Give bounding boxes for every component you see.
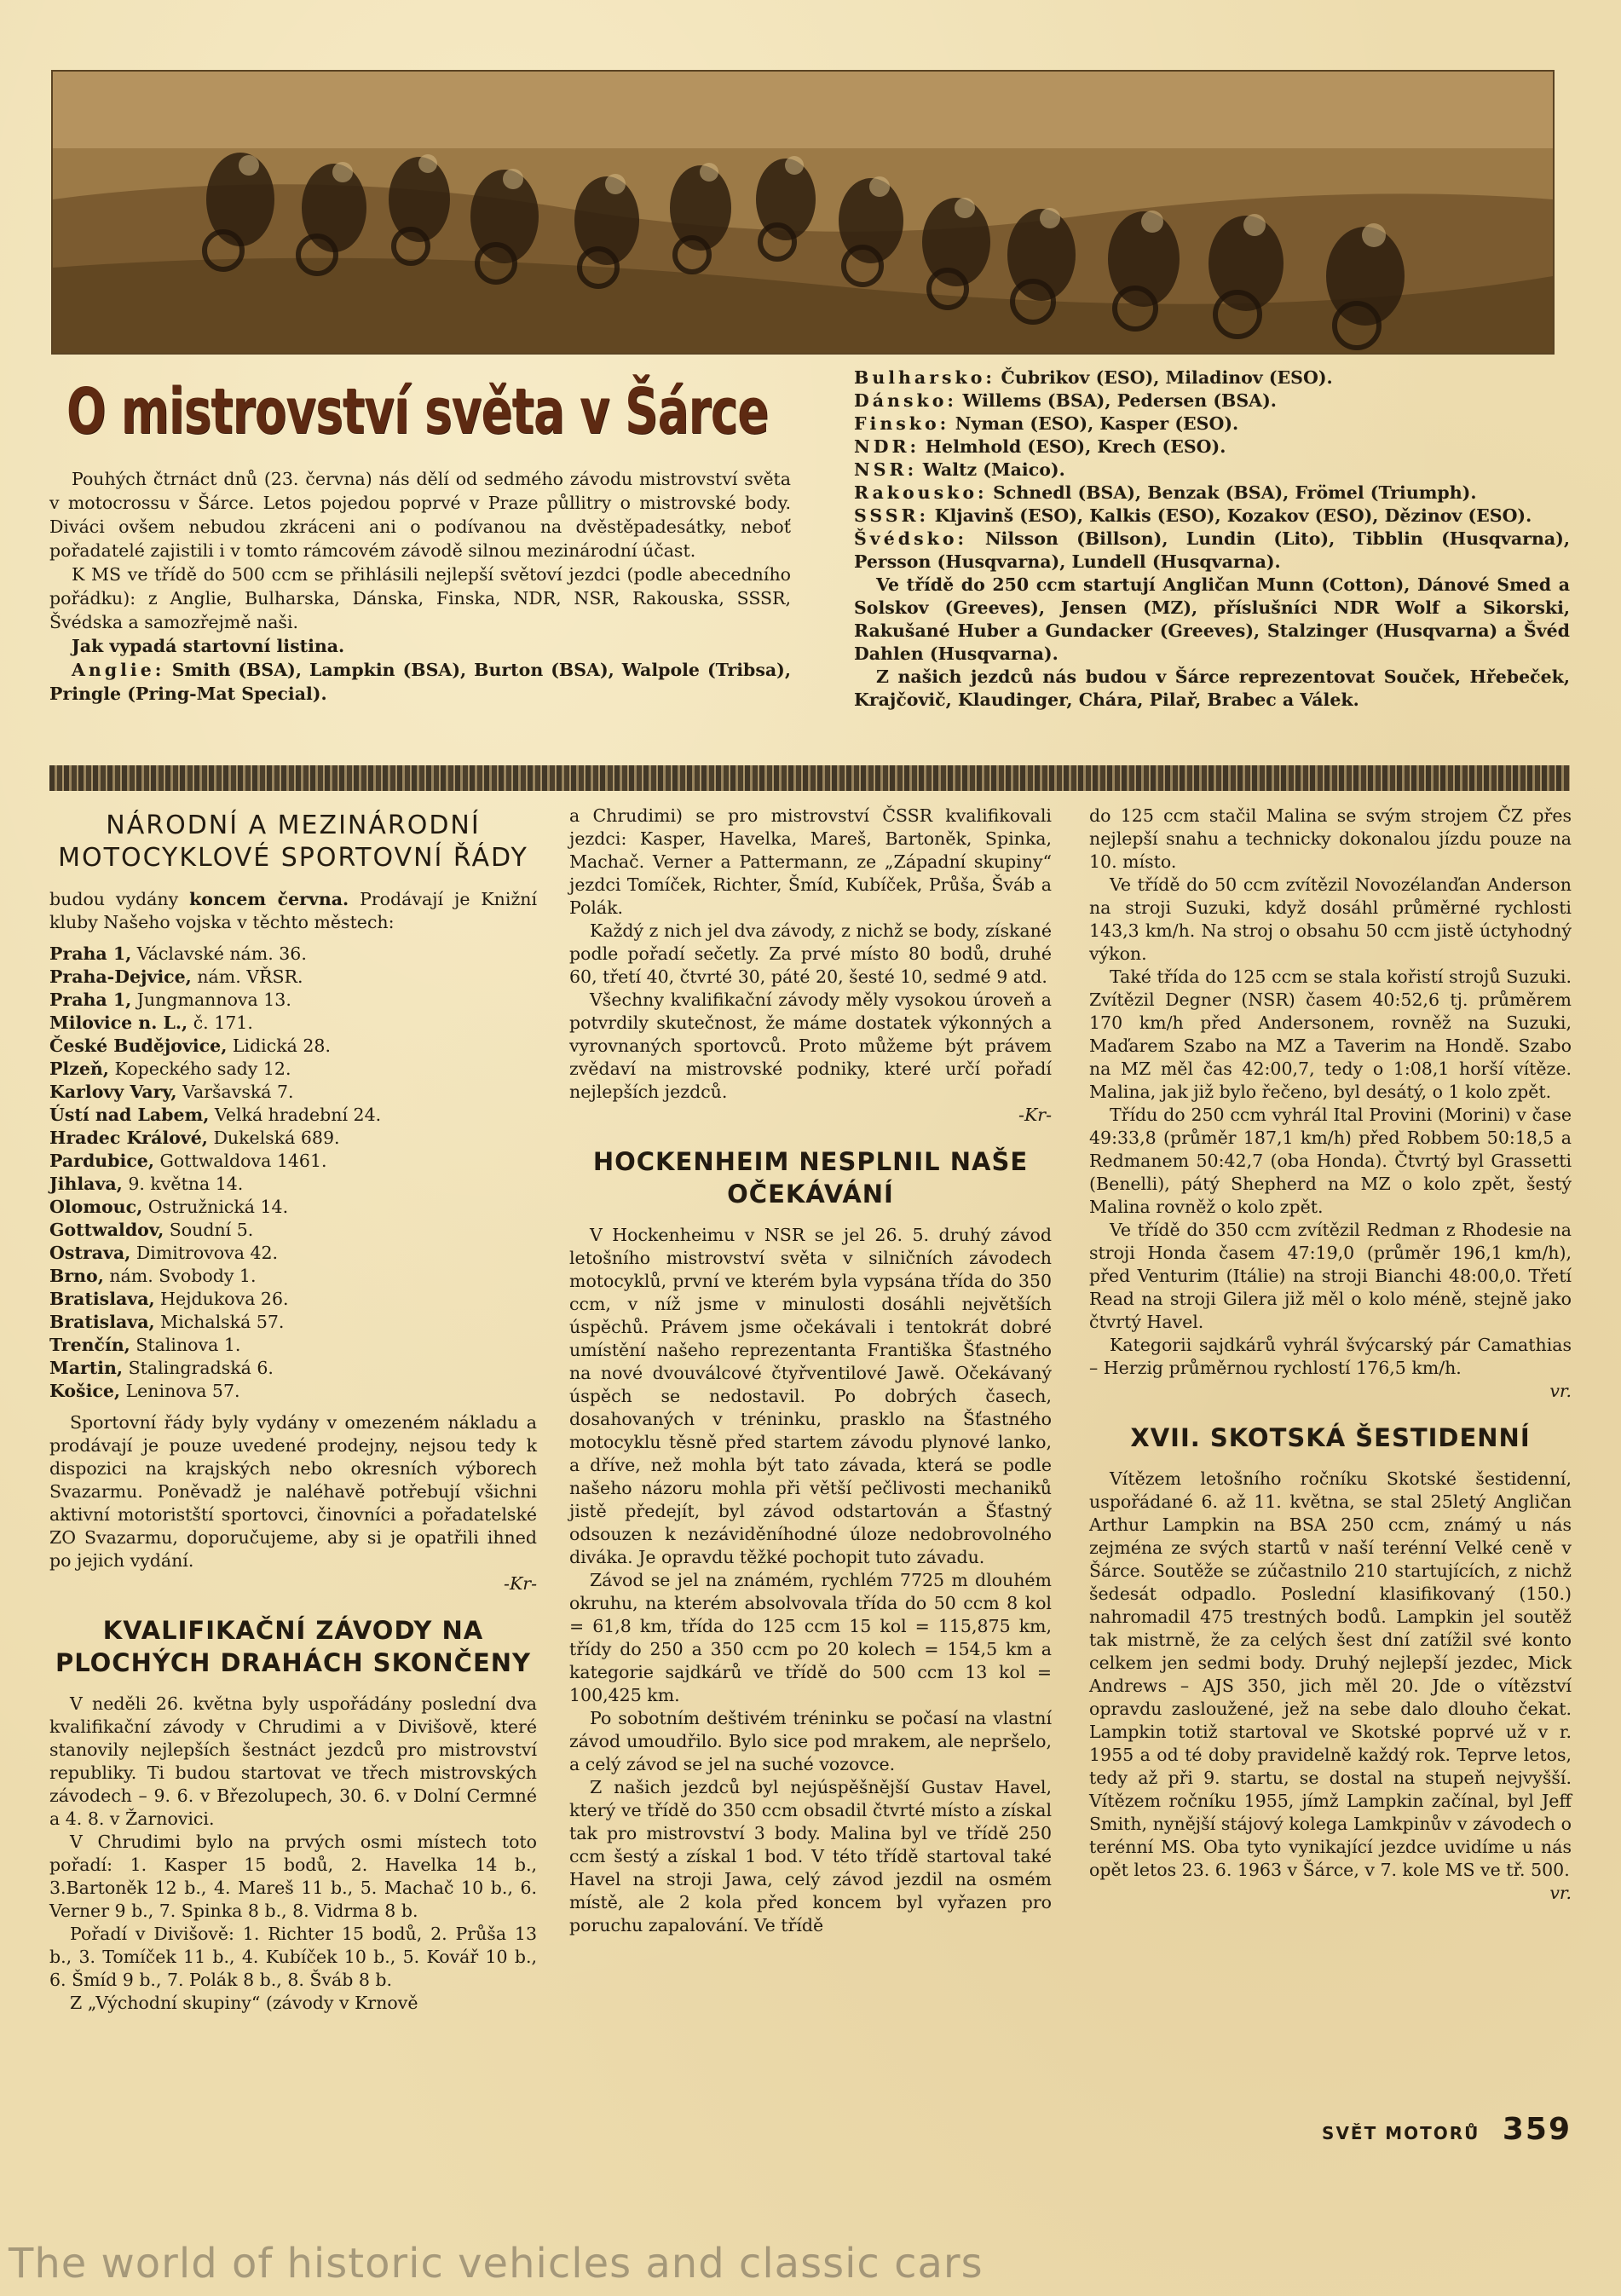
- address-street: Gottwaldova 1461.: [159, 1151, 327, 1171]
- address-street: Leninova 57.: [125, 1381, 240, 1401]
- rady-intro-a: budou vydány: [49, 889, 190, 909]
- heading-skotska: XVII. SKOTSKÁ ŠESTIDENNÍ: [1130, 1423, 1531, 1452]
- address-street: Michalská 57.: [160, 1312, 285, 1332]
- address-item: [49, 966, 537, 989]
- entry-country: Dánsko:: [854, 390, 957, 411]
- address-item: [49, 1265, 537, 1288]
- address-street: 9. května 14.: [128, 1174, 244, 1194]
- entry-bulharsko: [854, 366, 1570, 389]
- address-item: [49, 1196, 537, 1219]
- address-item: [49, 1380, 537, 1403]
- address-item: [49, 1012, 537, 1035]
- paragraph-250ccm: [854, 574, 1570, 666]
- address-item: [49, 1058, 537, 1081]
- address-city: České Budějovice,: [49, 1036, 228, 1056]
- intro-paragraph-3: Jak vypadá startovní listina.: [72, 636, 345, 656]
- entry-riders: Nyman (ESO), Kasper (ESO).: [955, 413, 1239, 434]
- author-signature: vr.: [1549, 1381, 1572, 1401]
- address-city: Gottwaldov,: [49, 1220, 164, 1240]
- watermark-text: The world of historic vehicles and classic cars: [9, 2240, 984, 2287]
- address-item: [49, 1150, 537, 1173]
- kval-paragraph-6: Všechny kvalifikační závody měly vysokou úroveň a potvrdily skutečnost, že máme dostatek výkonných a vyrovnaných sportovců. Proto můžeme být právem zvědaví na mistrovské podniky, které určí pořadí nejlepších jezdců.: [569, 989, 1052, 1102]
- motocross-photo: [51, 70, 1555, 355]
- hock-paragraph-4: Z našich jezdců byl nejúspěšnější Gustav Havel, který ve třídě do 350 ccm obsadil čtvrté místo a získal tak pro mistrovství 3 body. Malina byl ve třídě 250 ccm šestý a získal 1 bod. V této třídě startoval také Havel na stroji Jawa, celý závod jezdil na osmém místě, ale 2 kola před koncem byl vyřazen pro poruchu zapalování. Ve třídě: [569, 1777, 1052, 1935]
- rady-intro-c: Prodávají je Knižní kluby Našeho vojska v těchto městech:: [49, 889, 538, 932]
- hock-paragraph-3: Po sobotním deštivém tréninku se počasí na vlastní závod umoudřilo. Bylo sice pod mrakem, ale nepršelo, a celý závod se jel na suché vozovce.: [569, 1708, 1052, 1774]
- address-street: Hejdukova 26.: [160, 1289, 289, 1309]
- address-item: [49, 1288, 537, 1311]
- column-1: [49, 805, 537, 2015]
- author-signature: -Kr-: [504, 1573, 537, 1594]
- address-city: Bratislava,: [49, 1312, 155, 1332]
- rady-intro-b: koncem června.: [189, 889, 349, 909]
- address-street: Dukelská 689.: [213, 1128, 340, 1148]
- hock-continued: do 125 ccm stačil Malina se svým strojem ČZ přes nejlepší snahu a technicky dokonalou jízdu pouze na 10. místo.: [1089, 805, 1572, 872]
- address-street: Stalingradská 6.: [128, 1358, 274, 1378]
- entry-rakousko: [854, 482, 1570, 505]
- entry-country: Anglie:: [72, 660, 165, 680]
- address-item: [49, 1219, 537, 1242]
- paragraph-our-riders: [854, 666, 1570, 712]
- skot-paragraph-1: Vítězem letošního ročníku Skotské šestidenní, uspořádané 6. až 11. května, se stal 25letý Angličan Arthur Lampkin na BSA 250 ccm, známý u nás zejména ze svých startů v naší terénní Velké ceně v Šárce. Soutěže se zúčastnilo 210 startujících, z nichž šedesát odpadlo. Poslední klasifikovaný (150.) nahromadil 475 trestných bodů. Lampkin jel soutěž tak mistrně, že za celých šest dní zatížil své konto celkem jen sedmi body. Druhý nejlepší jezdec, Mick Andrews – AJS 350, jich měl 20. Jde o vítězství opravdu zasloužené, jež na sebe dalo dlouho čekat. Lampkin totiž startoval ve Skotské poprvé už v r. 1955 a od té doby pravidelně každý rok. Teprve letos, tedy až při 9. startu, se dostal na stupeň nejvyšší. Vítězem ročníku 1955, jímž Lampkin začínal, byl Jeff Smith, nynější stájový kolega Lamkpinův v závodech o terénní MS. Oba tyto vynikající jezdce uvidíme u nás opět letos 23. 6. 1963 v Šárce, v 7. kole MS ve tř. 500.: [1089, 1468, 1572, 1880]
- address-city: Praha 1,: [49, 989, 132, 1010]
- address-item: [49, 1104, 537, 1127]
- address-city: Trenčín,: [49, 1335, 130, 1355]
- entry-country: Bulharsko:: [854, 367, 995, 388]
- address-street: Varšavská 7.: [182, 1082, 294, 1102]
- address-city: Plzeň,: [49, 1059, 109, 1079]
- kval-paragraph-1: V neděli 26. května byly uspořádány poslední dva kvalifikační závody v Chrudimi a v Divišově, které stanovily nejlepších šestnáct jezdců pro mistrovství republiky. Ti budou startovat ve třech mistrovských závodech – 9. 6. v Březolupech, 30. 6. v Dolní Cermné a 4. 8. v Žarnovici.: [49, 1693, 537, 1829]
- entry-riders: Willems (BSA), Pedersen (BSA).: [962, 390, 1277, 411]
- address-street: nám. Svobody 1.: [109, 1266, 257, 1286]
- paragraph-our-riders-text: Z našich jezdců nás budou v Šárce reprezentovat Souček, Hřebeček, Krajčovič, Klaudinger, Chára, Pilař, Brabec a Válek.: [854, 666, 1570, 710]
- section-divider: [49, 765, 1570, 791]
- intro-paragraph-2: K MS ve třídě do 500 ccm se přihlásili nejlepší světoví jezdci (podle abecedního pořádku): z Anglie, Bulharska, Dánska, Finska, NDR, NSR, Rakouska, SSSR, Švédska a samozřejmě naši.: [49, 564, 791, 632]
- address-city: Martin,: [49, 1358, 124, 1378]
- address-street: Lidická 28.: [232, 1036, 331, 1056]
- column-3: [1089, 805, 1572, 1905]
- address-street: Soudní 5.: [169, 1220, 254, 1240]
- address-city: Praha-Dejvice,: [49, 966, 192, 987]
- entry-riders: Helmhold (ESO), Krech (ESO).: [925, 436, 1226, 457]
- address-street: Stalinova 1.: [136, 1335, 241, 1355]
- entry-country: SSSR:: [854, 505, 930, 526]
- heading-kvalifikacni: KVALIFIKAČNÍ ZÁVODY NA PLOCHÝCH DRAHÁCH SKONČENY: [55, 1616, 532, 1677]
- address-street: Ostružnická 14.: [147, 1197, 289, 1217]
- entry-riders: Waltz (Maico).: [922, 459, 1065, 480]
- address-item: [49, 1311, 537, 1334]
- heading-hockenheim: HOCKENHEIM NESPLNIL NAŠE OČEKÁVÁNÍ: [592, 1147, 1029, 1209]
- address-city: Bratislava,: [49, 1289, 155, 1309]
- kval-paragraph-4: Z „Východní skupiny“ (závody v Krnově: [70, 1993, 418, 2013]
- entry-riders: Nilsson (Billson), Lundin (Lito), Tibblin (Husqvarna), Persson (Husqvarna), Lundell (Husqvarna).: [854, 528, 1570, 572]
- address-item: [49, 1334, 537, 1357]
- address-street: Jungmannova 13.: [136, 989, 291, 1010]
- entry-country: Švédsko:: [854, 528, 968, 549]
- hock-paragraph-9: Kategorii sajdkárů vyhrál švýcarský pár Camathias – Herzig průměrnou rychlostí 176,5 km/h.: [1089, 1335, 1572, 1378]
- kval-continued: a Chrudimi) se pro mistrovství ČSSR kvalifikovali jezdci: Kasper, Havelka, Mareš, Bartoněk, Spinka, Machač. Verner a Pattermann, ze „Západní skupiny“ jezdci Tomíček, Richter, Šmíd, Kubíček, Průša, Šváb a Polák.: [569, 805, 1052, 918]
- page-number: 359: [1502, 2112, 1572, 2147]
- entry-riders: Smith (BSA), Lampkin (BSA), Burton (BSA), Walpole (Tribsa), Pringle (Pring-Mat Special).: [49, 660, 791, 704]
- address-street: nám. VŘSR.: [197, 966, 303, 987]
- entry-nsr: [854, 459, 1570, 482]
- entry-sssr: [854, 505, 1570, 528]
- address-city: Pardubice,: [49, 1151, 154, 1171]
- address-city: Praha 1,: [49, 943, 132, 964]
- entry-country: Rakousko:: [854, 482, 988, 503]
- hock-paragraph-1: V Hockenheimu v NSR se jel 26. 5. druhý závod letošního mistrovství světa v silničních závodech motocyklů, první ve kterém byla vypsána třída do 350 ccm, v níž jsme v minulosti dosáhli největších úspěchů. Právem jsme očekávali i tentokrát dobré umístění našeho reprezentanta Františka Šťastného na nové dvouválcové čtyřventilové Jawě. Očekávaný úspěch se nedostavil. Po dobrých časech, dosahovaných v tréninku, prasklo na Šťastného motocyklu těsně před startem závodu plynové lanko, a dříve, než mohla být tato závada, která se podle našeho názoru mohla při větší pečlivosti mechaniků jistě předejít, byl závod odstartován a Šťastný odsouzen k nezáviděníhodné úloze nedobrovolného diváka. Je opravdu těžké pochopit tuto závadu.: [569, 1225, 1052, 1567]
- address-city: Hradec Králové,: [49, 1128, 208, 1148]
- author-signature: -Kr-: [1018, 1105, 1052, 1125]
- heading-rady: NÁRODNÍ A MEZINÁRODNÍ MOTOCYKLOVÉ SPORTOVNÍ ŘÁDY: [58, 811, 528, 873]
- address-item: [49, 1081, 537, 1104]
- kval-paragraph-2: V Chrudimi bylo na prvých osmi místech toto pořadí: 1. Kasper 15 bodů, 2. Havelka 14 b., 3.Bartoněk 12 b., 4. Mareš 11 b., 5. Machač 10 b., 6. Verner 9 b., 7. Spinka 8 b., 8. Vidrma 8 b.: [49, 1832, 537, 1921]
- address-street: č. 171.: [193, 1012, 253, 1033]
- address-item: [49, 943, 537, 966]
- hock-paragraph-2: Závod se jel na známém, rychlém 7725 m dlouhém okruhu, na kterém absolvovala třída do 50 ccm 8 kol = 61,8 km, třída do 125 ccm 15 kol = 115,875 km, třídy do 250 a 350 ccm po 20 kolech = 154,5 km a kategorie sajdkárů ve třídě do 500 ccm 13 kol = 100,425 km.: [569, 1570, 1052, 1705]
- entry-country: NDR:: [854, 436, 920, 457]
- entry-svedsko: [854, 528, 1570, 574]
- author-signature: vr.: [1549, 1883, 1572, 1903]
- address-street: Kopeckého sady 12.: [114, 1059, 291, 1079]
- entry-country: Finsko:: [854, 413, 950, 434]
- address-city: Košice,: [49, 1381, 121, 1401]
- magazine-name: SVĚT MOTORŮ: [1322, 2123, 1480, 2143]
- entry-riders: Kljavinš (ESO), Kalkis (ESO), Kozakov (ESO), Dězinov (ESO).: [934, 505, 1532, 526]
- address-list: [49, 943, 537, 1403]
- entry-country: NSR:: [854, 459, 918, 480]
- address-street: Velká hradební 24.: [214, 1105, 382, 1125]
- entry-dansko: [854, 389, 1570, 412]
- kval-paragraph-3: Pořadí v Divišově: 1. Richter 15 bodů, 2. Průša 13 b., 3. Tomíček 11 b., 4. Kubíček 10 b., 5. Kovář 10 b., 6. Šmíd 9 b., 7. Polák 8 b., 8. Šváb 8 b.: [49, 1924, 537, 1990]
- address-city: Milovice n. L.,: [49, 1012, 188, 1033]
- start-list: [854, 366, 1570, 712]
- entry-ndr: [854, 436, 1570, 459]
- main-headline: O mistrovství světa v Šárce: [66, 375, 769, 448]
- entry-anglie: [49, 658, 791, 706]
- address-street: Václavské nám. 36.: [136, 943, 307, 964]
- address-item: [49, 1127, 537, 1150]
- entry-riders: Schnedl (BSA), Benzak (BSA), Frömel (Triumph).: [993, 482, 1477, 503]
- page-footer: [1322, 2112, 1572, 2147]
- rady-intro: [49, 888, 537, 934]
- address-city: Ostrava,: [49, 1243, 131, 1263]
- entry-finsko: [854, 412, 1570, 436]
- address-city: Jihlava,: [49, 1174, 123, 1194]
- hock-paragraph-8: Ve třídě do 350 ccm zvítězil Redman z Rhodesie na stroji Honda časem 47:19,0 (průměr 196,1 km/h), před Venturim (Itálie) na stroji Bianchi 48:00,0. Třetí Read na stroji Gilera již měl o kolo méně, stejně jako čtvrtý Havel.: [1089, 1220, 1572, 1332]
- riders-photo-illustration: [53, 72, 1553, 353]
- entry-riders: Čubrikov (ESO), Miladinov (ESO).: [1001, 367, 1333, 388]
- address-item: [49, 1173, 537, 1196]
- address-item: [49, 989, 537, 1012]
- hock-paragraph-5: Ve třídě do 50 ccm zvítězil Novozélanďan Anderson na stroji Suzuki, když dosáhl průměrné rychlosti 143,3 km/h. Na stroj o obsahu 50 ccm jistě úctyhodný výkon.: [1089, 874, 1572, 964]
- paragraph-250ccm-text: Ve třídě do 250 ccm startují Angličan Munn (Cotton), Dánové Smed a Solskov (Greeves), Jensen (MZ), příslušníci NDR Wolf a Sikorski, Rakušané Huber a Gundacker (Greeves), Stalzinger (Husqvarna) a Švéd Dahlen (Husqvarna).: [854, 574, 1570, 664]
- address-city: Brno,: [49, 1266, 104, 1286]
- address-item: [49, 1242, 537, 1265]
- address-city: Olomouc,: [49, 1197, 143, 1217]
- address-street: Dimitrovova 42.: [136, 1243, 279, 1263]
- column-2: [569, 805, 1052, 1937]
- hock-paragraph-7: Třídu do 250 ccm vyhrál Ital Provini (Morini) v čase 49:33,8 (průměr 187,1 km/h) před Robbem 50:18,5 a Redmanem 50:42,7 (oba Honda). Čtvrtý byl Grassetti (Benelli), pátý Shepherd na MZ o kolo zpět, šestý Malina rovněž o kolo zpět.: [1089, 1105, 1572, 1217]
- address-city: Ústí nad Labem,: [49, 1105, 210, 1125]
- rady-paragraph-2: Sportovní řády byly vydány v omezeném nákladu a prodávají je pouze uvedené prodejny, nejsou tedy k dispozici na krajských nebo okresních výborech Svazarmu. Poněvadž je naléhavě potřebují všichni aktivní motoristští sportovci, činovníci a pořadatelské ZO Svazarmu, doporučujeme, aby si je opatřili ihned po jejich vydání.: [49, 1412, 537, 1571]
- kval-paragraph-5: Každý z nich jel dva závody, z nichž se body, získané podle pořadí sečetly. Za prvé místo 80 bodů, druhé 60, třetí 40, čtvrté 30, páté 20, šesté 10, sedmé 9 atd.: [569, 920, 1052, 987]
- intro-text: [49, 467, 791, 706]
- intro-paragraph-1: Pouhých čtrnáct dnů (23. června) nás dělí od sedmého závodu mistrovství světa v motocrossu v Šárce. Letos pojedou poprvé v Praze půllitry o mistrovské body. Diváci ovšem nebudou zkráceni ani o podívanou na dvěstěpadesátky, neboť pořadatelé zajistili i v tomto rámcovém závodě silnou mezinárodní účast.: [49, 469, 791, 561]
- address-item: [49, 1035, 537, 1058]
- hock-paragraph-6: Také třída do 125 ccm se stala kořistí strojů Suzuki. Zvítězil Degner (NSR) časem 40:52,6 tj. průměrem 170 km/h před Andersonem, rovněž na Suzuki, Maďarem Szabo na MZ a Taverim na Hondě. Szabo na MZ měl čas 42:00,7, tedy o 1:08,1 horší vítěze. Malina, jak již bylo řečeno, byl desátý, o 1 kolo zpět.: [1089, 966, 1572, 1102]
- address-item: [49, 1357, 537, 1380]
- address-city: Karlovy Vary,: [49, 1082, 177, 1102]
